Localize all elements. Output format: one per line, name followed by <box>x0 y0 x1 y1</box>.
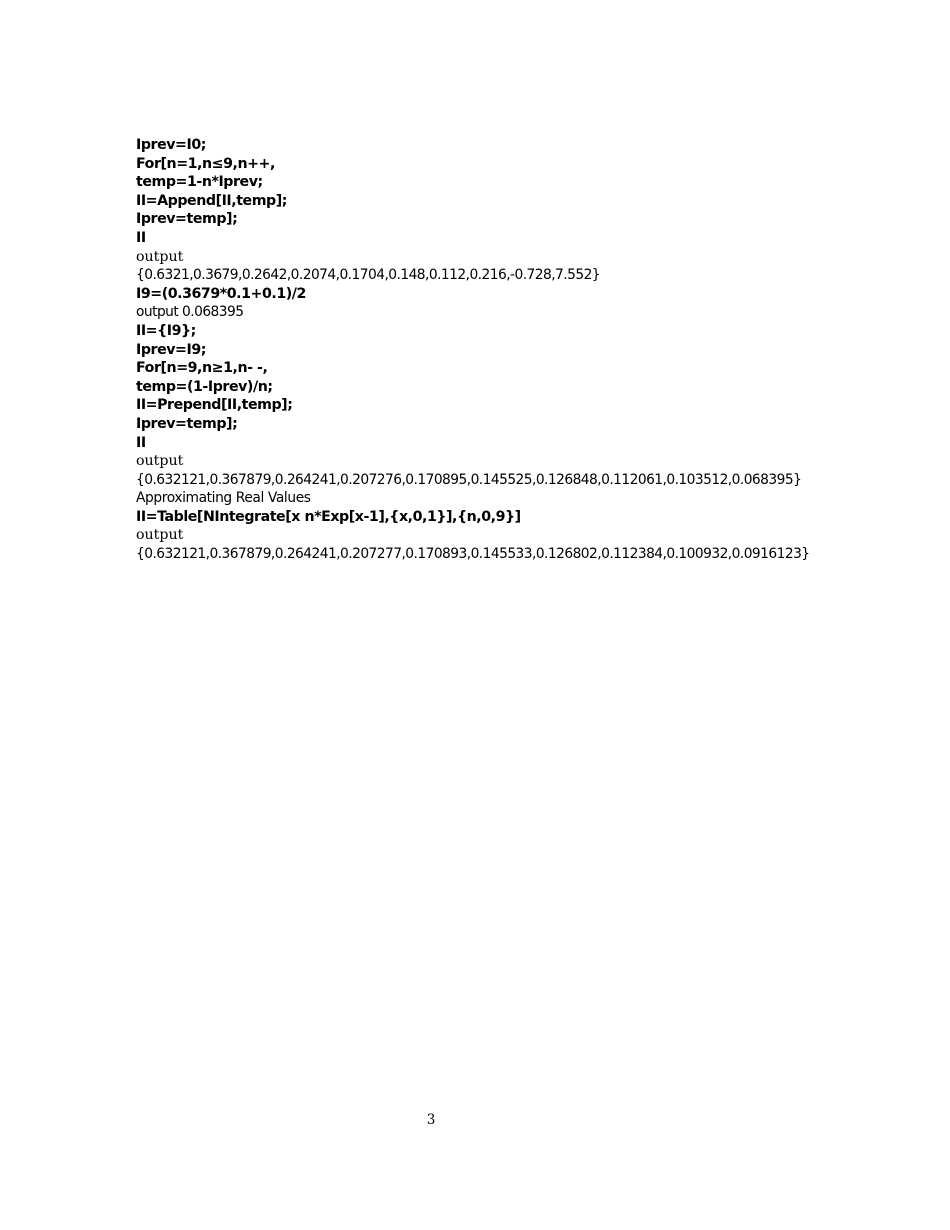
code-line: II=Prepend[II,temp]; <box>136 397 293 414</box>
output-result: {0.632121,0.367879,0.264241,0.207276,0.170895,0.145525,0.126848,0.112061,0.103512,0.068395} <box>136 471 802 488</box>
code-line: II=Append[II,temp]; <box>136 192 287 209</box>
output-label: output <box>136 248 184 265</box>
code-line: II <box>136 229 146 246</box>
code-line: Iprev=temp]; <box>136 211 238 228</box>
code-listing <box>136 136 896 564</box>
code-line: II <box>136 434 146 451</box>
code-line: Iprev=temp]; <box>136 415 238 432</box>
code-line: temp=1-n*Iprev; <box>136 174 263 191</box>
code-line: I9=(0.3679*0.1+0.1)/2 <box>136 285 306 302</box>
page-number: 3 <box>426 1112 436 1128</box>
output-label: output <box>136 527 184 544</box>
output-result: output 0.068395 <box>136 304 244 321</box>
code-line: Iprev=I9; <box>136 341 206 358</box>
code-line: For[n=1,n≤9,n++, <box>136 155 275 172</box>
code-line: For[n=9,n≥1,n- -, <box>136 360 268 377</box>
output-result: {0.632121,0.367879,0.264241,0.207277,0.170893,0.145533,0.126802,0.112384,0.100932,0.0916123} <box>136 546 810 563</box>
code-line: II=Table[NIntegrate[x n*Exp[x-1],{x,0,1}],{n,0,9}] <box>136 508 521 525</box>
section-heading: Approximating Real Values <box>136 490 311 507</box>
output-label: output <box>136 453 184 470</box>
code-line: II={I9}; <box>136 322 196 339</box>
code-line: temp=(1-Iprev)/n; <box>136 378 273 395</box>
code-line: Iprev=I0; <box>136 137 206 153</box>
output-result: {0.6321,0.3679,0.2642,0.2074,0.1704,0.148,0.112,0.216,-0.728,7.552} <box>136 267 601 284</box>
